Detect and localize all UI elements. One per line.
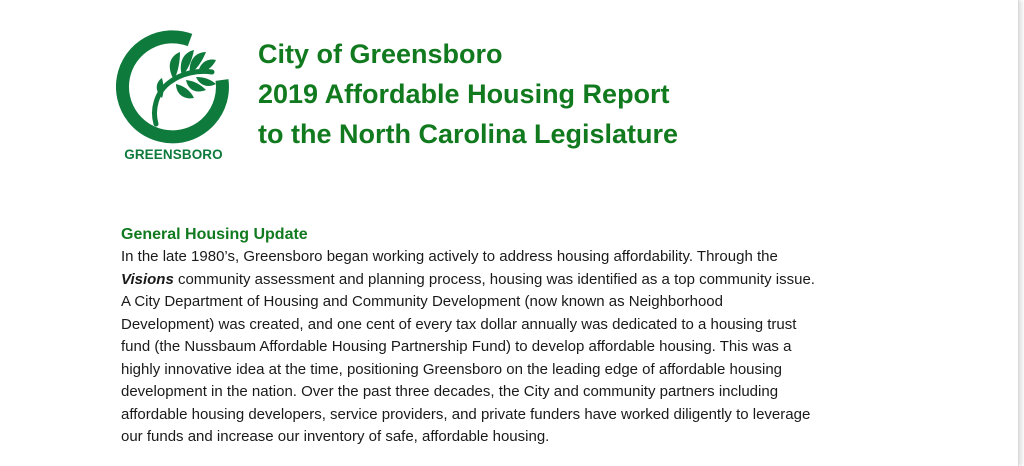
section-body xyxy=(121,246,921,449)
title-line-1: City of Greensboro xyxy=(258,39,503,69)
visions-emphasis: Visions xyxy=(121,270,174,288)
body-line-rest: community assessment and planning process, housing was identified as a top community issue. xyxy=(173,270,815,288)
greensboro-logo xyxy=(116,28,231,168)
logo-wordmark: GREENSBORO xyxy=(124,147,223,162)
body-line: fund (the Nussbaum Affordable Housing Partnership Fund) to develop affordable housing. This was a xyxy=(121,338,792,355)
report-title xyxy=(258,34,678,154)
greensboro-leaf-circle-icon xyxy=(116,28,231,146)
body-line: development in the nation. Over the past three decades, the City and community partners including xyxy=(121,383,779,400)
body-line xyxy=(121,269,921,292)
body-line: In the late 1980’s, Greensboro began working actively to address housing affordability. Through the xyxy=(121,248,778,265)
general-housing-update-section xyxy=(121,224,921,449)
title-line-3: to the North Carolina Legislature xyxy=(258,119,679,149)
title-line-2: 2019 Affordable Housing Report xyxy=(258,79,670,109)
section-heading: General Housing Update xyxy=(121,226,308,243)
body-line: A City Department of Housing and Community Development (now known as Neighborhood xyxy=(121,293,723,310)
body-line: affordable housing developers, service providers, and private funders have worked diligently to leverage xyxy=(121,405,811,423)
body-line: Development) was created, and one cent of every tax dollar annually was dedicated to a housing trust xyxy=(121,315,797,333)
body-line: highly innovative idea at the time, positioning Greensboro on the leading edge of affordable housing xyxy=(121,360,783,378)
body-line: our funds and increase our inventory of safe, affordable housing. xyxy=(121,428,550,445)
